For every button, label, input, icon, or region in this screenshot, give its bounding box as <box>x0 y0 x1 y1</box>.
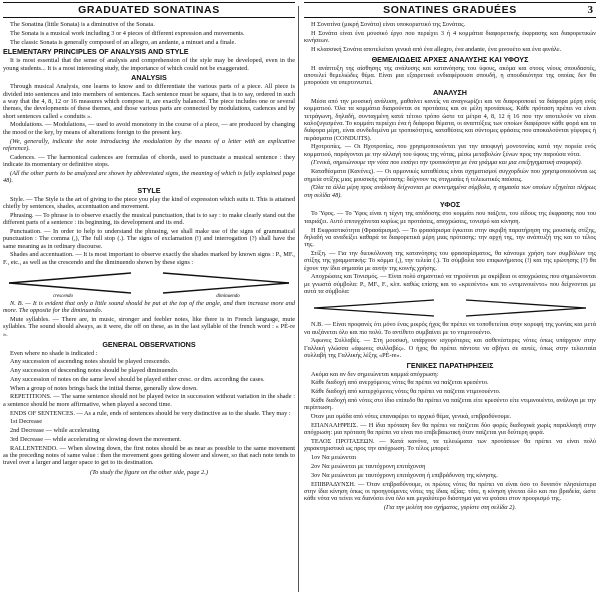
general-item: 2nd Decrease — while accelerating <box>10 427 100 435</box>
greek-column <box>304 0 596 596</box>
general-item: Any succession of descending notes should be played diminuendo. <box>10 367 179 375</box>
nb-paragraph: N. B. — It is evident that only a little sound should be put at the top of the angle, and then increase more and more. The opposite for the diminuendo. <box>3 300 295 315</box>
analysis-paragraph: Μέσα από την μουσική ανάλυση, μαθαίνει κανείς να αναγνωρίζει και να διαφοροποιεί τα διάφορα μέρη ενός κομματιού. Όλα τα κομμάτια διαιρούνται σε προτάσεις και σε μέλη προτάσεως. Κάθε πρόταση πρέπει να είναι τετράγωνη, δηλαδή, συνταγμένη κατά τέτοιο τρόπο ώστε τα μέτρα 4, 8, 12 ή 16 που την αποτελούν να είναι καλοζυγισμένα. Το κομμάτι περιέχει ένα ή διάφορα θέματα, οι αναπτύξεις των οποίων διαφέρουν κάθε φορά και τα διάφορα μέρη, είναι συνδεδεμένα με τροπικότητες, καταθέσεις και σύντομες φράσεις που αποκαλούνται γέφυρες ή περάσματα (CONDUITS). <box>304 98 596 142</box>
phrasing-paragraph: Η Εκφραστικότητα (Φρασάρισμα). — Το φρασάρισμα έγκειται στην ακριβή παρατήρηση της μουσικής στίξης, δηλαδή να αναδείξει καθαρά τα διαφορετικά μέρη μιας πρότασης: την αρχή της, την ανάπτυξή της και το τέλος της. <box>304 226 596 249</box>
dynamics-figure <box>304 297 596 319</box>
modulations-paragraph: Modulations. — Modulations, — used to avoid monotony in the course of a piece, — are produced by changing the mood or the key, by means of alterations foreign to the present key. <box>3 121 295 136</box>
shades-paragraph: Αποχρώσεις και Τονισμός. — Είναι πολύ σημαντικό να τηρούνται με ακρίβεια οι αποχρώσεις που σημειώνονται με γνωστά σύμβολα: P., MF., F., κλπ. καθώς επίσης και το «κρεσέντο» και το «ντιμινουέντο» που δείχνονται με αυτά τα σύμβολα: <box>304 273 596 295</box>
english-footer: (To study the figure on the other side, page 2.) <box>90 468 208 476</box>
greek-header-title: SONATINES GRADUÉES <box>383 4 517 16</box>
general-item: 2ον Να μειώνεται με ταυτόχρονη επιτάχυνση <box>311 462 426 470</box>
page-number: 3 <box>587 4 593 16</box>
diminuendo-hairpin <box>466 300 586 316</box>
greek-header <box>304 2 596 18</box>
general-item: 1st Decrease <box>10 418 42 426</box>
english-header-title: GRADUATED SONATINAS <box>78 4 220 16</box>
general-item: ΕΠΑΝΑΛΗΨΕΙΣ. — Η ίδια πρόταση δεν θα πρέπει να παίζεται δύο φορές διαδοχικά χωρίς παραλλαγή στην απόχρωση: μια πρόταση θα πρέπει να είναι πιο επιβεβαιωτική όταν παίζεται για δεύτερη φορά. <box>304 421 596 437</box>
diminuendo-hairpin <box>163 273 289 293</box>
cadences-paragraph: Καταθέσματα (Κανένες). — Οι αρμονικές καταθέσεις είναι σχηματισμοί συγχορδιών που χρησιμοποιούνται ως σημεία στίξης μιας μουσικής πρότασης: δείχνουν τις στιγμιαίες ή τελειωτικές παύσεις. <box>304 168 596 183</box>
intro-paragraph: Η Σονάτα είναι ένα μουσικό έργο που περιέχει 3 ή 4 κομμάτια διαφορετικής έκφρασης και διαφορετικών κινήσεων. <box>304 29 596 45</box>
column-divider <box>298 6 299 592</box>
general-item: 3rd Decrease — while accelerating or slowing down the movement. <box>10 435 182 443</box>
mute-syllables-paragraph: Mute syllables. — There are, in music, stronger and feebler notes, like there is in French language, mute syllables. The sound should always, as it were, die off on these, as in the last syllable of the french word : « PÈ-re ». <box>3 316 295 338</box>
general-item: Any succession of ascending notes should be played crescendo. <box>10 358 171 366</box>
style-heading: STYLE <box>137 185 161 195</box>
style-heading: ΥΦΟΣ <box>439 200 461 210</box>
crescendo-label: crescendo <box>52 294 74 299</box>
diminuendo-label: diminuendo <box>216 294 240 299</box>
modulations-paragraph: Ηχοτροπίες. — Οι Ηχοτροπίες, που χρησιμοποιούνται για την αποφυγή μονοτονίας κατά την πορεία ενός κομματιού, παράγονται με την αλλαγή του ύφους της νότας, μέσω μεταβολών ξένων προς την παρούσα νότα. <box>304 143 596 158</box>
general-item: RALLENTENDO. — When slowing down, the first notes should be as near as possible to the same movement as the preceding notes of same value : then the movement goes getting slower and slower, so that each note tends to travel over a larger and larger space to get to its destination. <box>3 444 295 467</box>
principles-paragraph: It is most essential that the sense of analysis and comprehension of the style may be developed, even in the young students... It is a most interesting study, the importance of which could not be exaggerated. <box>3 57 295 72</box>
greek-footer: (Για την μελέτη του σχήματος, γυρίστε στη σελίδα 2). <box>383 504 517 512</box>
general-item: When a group of notes brings back the initial theme, generally slow down. <box>10 384 198 392</box>
general-list <box>304 371 596 503</box>
cadences-paragraph: Cadences. — The harmonical cadences are formulas of chords, used to punctuate a musical sentence : they indicate its momentary or definitive stops. <box>3 153 295 168</box>
analysis-heading: ΑΝΑΛΥΣΗ <box>432 88 467 98</box>
modulations-note: (We, generally, indicate the note introducing the modulation by the means of a letter with an explicative reference). <box>3 137 295 152</box>
intro-paragraph: The Sonatina (little Sonata) is a diminutive of the Sonata. <box>10 21 155 28</box>
general-item: Κάθε διαδοχή από νότες στο ίδιο επίπεδο θα πρέπει να παίζεται είτε κρεσέντο είτε ντιμινουέντο, ανάλογα με την περίπτωση. <box>304 397 596 412</box>
general-item: ΕΠΙΒΡΑΔΥΝΣΗ. — Όταν επιβραδύνουμε, οι πρώτες νότες θα πρέπει να είναι όσο το δυνατόν πλησιέστερα στην ίδια κίνηση όπως οι προηγούμενες νότες της ίδιας αξίας: τότε, η κίνηση γίνεται όλο και πιο βραδεία, ώστε κάθε νότα να τείνει να διανύσει ένα όλο και μεγαλύτερο διάστημα για να φτάσει στον προορισμό της. <box>304 480 596 503</box>
general-item: Κάθε διαδοχή από ανερχόμενες νότες θα πρέπει να παίζεται κρεσέντο. <box>311 379 489 387</box>
intro-paragraph: Η Σονατίνα (μικρή Σονάτα) είναι υποκοριστικό της Σονάτας. <box>311 21 466 28</box>
intro-paragraph: The classic Sonata is generally composed of an allegro, an andante, a minuet and a finale. <box>10 38 236 46</box>
shades-paragraph: Shades and accentuation. — It is most important to observe exactly the shades marked by known signs : P., MF., F., etc., as well as the crescendo and the diminuendo shown by these signs : <box>3 251 295 266</box>
analysis-note: (Όλα τα άλλα μέρη προς ανάλυση δείχνονται με συντετμημένα σύμβολα, η σημασία των οποίων εξηγείται πλήρως στη σελίδα 48). <box>304 184 596 199</box>
intro-paragraph: The Sonata is a musical work including 3 or 4 pieces of different expression and movements. <box>10 29 245 37</box>
general-item: 3ον Να μειώνεται με ταυτόχρονη επιτάχυνση ή επιβράδυνση της κίνησης. <box>311 471 498 479</box>
analysis-paragraph: Through musical Analysis, one learns to know and to differentiate the various parts of a piece. All piece is divided into sentences and into members of sentences. Each sentence must be square, that is to say, ordered in such a way that the 4, 8, 12 or 16 measures which compose it, are exactly balanced. The piece includes one or several themes, the developments of these themes, and those various parts are connected by modulations, cadences and by short sentences called « conduits ». <box>3 83 295 120</box>
modulations-note: (Γενικά, σημειώνουμε την νότα που εισάγει την τροπικότητα με ένα γράμμα και μια επεξηγηματική αναφορά). <box>311 159 583 167</box>
style-paragraph: Το Ύφος. — Το Ύφος είναι η τέχνη της απόδοσης στο κομμάτι που παίζετε, του είδους της έκφρασης που του ταιριάζει. Αυτό επιτυγχάνεται κυρίως με προτάσεις, αποχρώσεις, τονισμό και κίνηση. <box>304 210 596 225</box>
general-item: Όταν μια ομάδα από νότες επαναφέρει το αρχικό θέμα, γενικά, επιβραδύνουμε. <box>311 413 512 421</box>
mute-syllables-paragraph: Άφωνες Συλλαβές. — Στη μουσική, υπάρχουν ισχυρότερες και ασθενέστερες νότες όπως υπάρχουν στην Γαλλική γλώσσα «άφωνες συλλαβές». Ο ήχος θα πρέπει πάντοτε να σβήνει σε αυτές, όπως στην τελευταία συλλαβή της Γαλλικής λέξης «PÈ-re». <box>304 337 596 359</box>
crescendo-hairpin <box>9 273 131 293</box>
general-item: ΤΕΛΟΣ ΠΡΟΤΑΣΕΩΝ. — Κατά κανόνα, τα τελειώματα των προτάσεων θα πρέπει να είναι πολύ χαρακτηριστικά ως προς την απόχρωση. Το τέλος μπορεί: <box>304 438 596 453</box>
general-item: REPETITIONS. — The same sentence should not be played twice in succession without variation in the shade : a sentence should be more affirmative, when played a second time. <box>3 393 295 408</box>
general-list <box>3 350 295 467</box>
general-item: ENDS OF SENTENCES. — As a rule, ends of sentences should be very distinctive as to the shade. They may : <box>10 409 291 417</box>
general-item: Κάθε διαδοχή από κατερχόμενες νότες θα πρέπει να παίζεται ντιμινουέντο. <box>311 388 501 396</box>
english-header <box>3 2 295 18</box>
english-column <box>3 0 295 596</box>
principles-heading: ΘΕΜΕΛΙΩΔΕΙΣ ΑΡΧΕΣ ΑΝΑΛΥΣΗΣ ΚΑΙ ΥΦΟΥΣ <box>371 54 529 64</box>
general-item: Ακόμα και αν δεν σημειώνεται καμμιά απόχρωση: <box>311 370 439 378</box>
general-item: Any succession of notes on the same level should be played either cresc. or dim. according the cases. <box>10 375 265 383</box>
style-paragraph: Style. — The Style is the art of giving to the piece you play the kind of expression which suits it. This is attained chiefly by sentences, shades, accentuation and movement. <box>3 195 295 211</box>
intro-paragraph: Η κλασσική Σονάτα αποτελείται γενικά από ένα allegro, ένα andante, ένα μινουέτο και ένα φινάλε. <box>311 45 562 53</box>
general-heading: ΓΕΝΙΚΕΣ ΠΑΡΑΤΗΡΗΣΕΙΣ <box>406 360 494 370</box>
analysis-note: (All the other parts to be analyzed are shown by abbreviated signs, the meaning of which is fully explained page 48). <box>3 169 295 185</box>
punctuation-paragraph: Punctuation. — In order to help to understand the phrasing, we shall make use of the signs of grammatical punctuation : The comma (,), The full stop (.). The signs of exclamation (!) and interrogation (?) shall have the same meaning as in ordinary discourse. <box>3 228 295 250</box>
general-item: 1ον Να μειώνεται <box>311 454 357 462</box>
principles-heading: ELEMENTARY PRINCIPLES OF ANALYSIS AND STYLE <box>3 47 189 57</box>
dynamics-figure <box>3 268 295 298</box>
crescendo-hairpin <box>314 300 434 316</box>
principles-paragraph: Η ανάπτυξη της αίσθησης της ανάλυσης και κατανόησης του ύφους, ακόμα και στους νέους σπουδαστές, αποτελεί θεμελιώδες θέμα. Είναι μια εξαιρετικά ενδιαφέρουσα σπουδή, η σπουδαιότητα της οποίας δεν θα μπορούσε να υπερτονιστεί. <box>304 64 596 87</box>
punctuation-paragraph: Στίξη. — Για την διευκόλυνση της κατανόησης του φρασαρίσματος, θα κάνουμε χρήση των συμβόλων της στίξης της γραμματικής: Το κόμμα (,), την τελεία (.). Τα σύμβολα του επιφωνήματος (!) και της ερώτησης (?) θα έχουν την ίδια σημασία με αυτήν της κοινής χρήσης. <box>304 249 596 272</box>
phrasing-paragraph: Phrasing. — To phrase is to observe exactly the musical punctuation, that is to say : to make clearly stand out the different parts of a sentence : its beginning, its development and its end. <box>3 211 295 227</box>
general-item: Even where no shade is indicated : <box>10 349 98 357</box>
analysis-heading: ANALYSIS <box>131 73 167 83</box>
general-heading: GENERAL OBSERVATIONS <box>102 339 196 349</box>
nb-paragraph: Ν.Β. — Είναι προφανές ότι μόνο ένας μικρός ήχος θα πρέπει να τοποθετείται στην κορυφή της γωνίας και μετά να αυξάνεται όλο και πιο πολύ. Το αντίθετο συμβαίνει με το ντιμινουέντο. <box>304 321 596 336</box>
